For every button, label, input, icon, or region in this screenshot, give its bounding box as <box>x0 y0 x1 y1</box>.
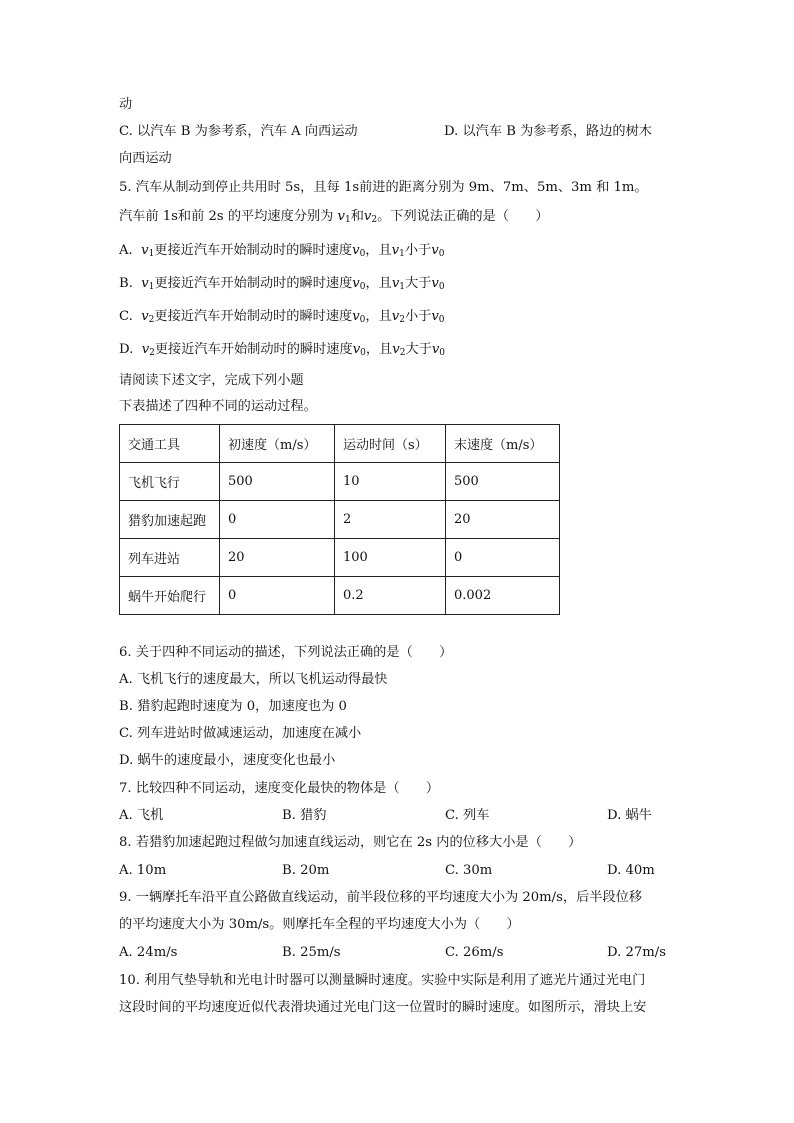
var-sub: 1 <box>399 249 405 259</box>
var-sub: 2 <box>399 348 406 358</box>
option-text: ，且 <box>365 276 392 291</box>
question-9-stem-cont: 的平均速度大小为 30m/s。则摩托车全程的平均速度大小为（ ） <box>119 917 520 932</box>
var-v: v <box>352 309 360 324</box>
table-cell: 100 <box>335 539 446 577</box>
stem-text: 和 <box>350 209 364 224</box>
table-cell: 500 <box>220 463 335 501</box>
var-sub: 0 <box>359 282 366 292</box>
option-text: 大于 <box>405 342 432 357</box>
table-intro: 下表描述了四种不同的运动过程。 <box>119 399 317 414</box>
q5-option-a <box>119 242 444 263</box>
question-6-stem: 6. 关于四种不同运动的描述，下列说法正确的是（ ） <box>119 645 453 660</box>
question-10-stem-cont: 这段时间的平均速度近似代表滑块通过光电门这一位置时的瞬时速度。如图所示，滑块上安 <box>119 1000 647 1015</box>
option-label: B. <box>119 276 133 291</box>
var-sub: 0 <box>359 315 366 325</box>
q5-option-d <box>119 341 445 362</box>
option-label: D. <box>119 342 134 357</box>
var-sub: 2 <box>148 315 155 325</box>
var-v: v <box>391 276 400 291</box>
var-v: v <box>337 209 345 224</box>
var-v: v <box>141 276 149 291</box>
q8-option-d: D. 40m <box>607 863 655 878</box>
var-v: v <box>392 342 400 357</box>
text-line: D. 以汽车 B 为参考系，路边的树木 <box>444 124 652 139</box>
var-v: v <box>141 243 149 258</box>
table-cell: 0.002 <box>446 577 560 615</box>
var-sub: 2 <box>399 315 405 325</box>
table-cell: 500 <box>446 463 560 501</box>
table-header-cell: 末速度（m/s） <box>446 425 560 463</box>
q6-option-c: C. 列车进站时做减速运动，加速度在减小 <box>119 726 362 741</box>
q9-option-b: B. 25m/s <box>282 945 341 960</box>
q5-option-c <box>119 308 445 329</box>
var-v: v <box>352 243 360 258</box>
var-sub: 2 <box>149 348 155 358</box>
stem-text: 汽车前 1s和前 2s 的平均速度分别为 <box>119 209 338 224</box>
table-cell: 飞机飞行 <box>120 463 220 501</box>
table-cell: 猎豹加速起跑 <box>120 501 220 539</box>
reading-instruction: 请阅读下述文字，完成下列小题 <box>119 373 304 388</box>
var-sub: 1 <box>148 249 155 259</box>
option-text: 更接近汽车开始制动时的瞬时速度 <box>154 309 353 324</box>
q7-option-b: B. 猎豹 <box>282 808 327 823</box>
q8-option-c: C. 30m <box>445 863 493 878</box>
table-cell: 0 <box>220 501 335 539</box>
table-cell: 10 <box>335 463 446 501</box>
table-cell: 20 <box>446 501 560 539</box>
question-5-stem: 5. 汽车从制动到停止共用时 5s，且每 1s前进的距离分别为 9m、7m、5m、3m 和 1m。 <box>119 180 648 195</box>
text-line: 动 <box>119 97 133 112</box>
q9-option-a: A. 24m/s <box>119 945 178 960</box>
table-header-row <box>120 425 560 463</box>
var-v: v <box>431 243 439 258</box>
option-text: ，且 <box>365 342 393 357</box>
var-v: v <box>141 309 149 324</box>
option-text: 小于 <box>404 243 432 258</box>
option-text: 大于 <box>405 276 432 291</box>
q9-option-d: D. 27m/s <box>607 945 666 960</box>
option-text: 小于 <box>404 309 432 324</box>
table-row <box>120 501 560 539</box>
table-cell: 0.2 <box>335 577 446 615</box>
var-sub: 0 <box>438 249 445 259</box>
question-8-stem: 8. 若猎豹加速起跑过程做匀加速直线运动，则它在 2s 内的位移大小是（ ） <box>119 835 582 850</box>
table-cell: 20 <box>220 539 335 577</box>
var-v: v <box>352 342 361 357</box>
text-line: 向西运动 <box>119 151 172 166</box>
option-label: C. <box>119 309 133 324</box>
var-v: v <box>352 276 360 291</box>
var-sub: 1 <box>399 282 406 292</box>
table-header-cell: 初速度（m/s） <box>220 425 335 463</box>
q6-option-a: A. 飞机飞行的速度最大，所以飞机运动得最快 <box>119 672 388 687</box>
var-sub: 0 <box>359 249 366 259</box>
q7-option-d: D. 蜗牛 <box>607 808 652 823</box>
question-7-stem: 7. 比较四种不同运动，速度变化最快的物体是（ ） <box>119 781 440 796</box>
option-label: A. <box>119 243 133 258</box>
table-header-cell: 运动时间（s） <box>335 425 446 463</box>
var-v: v <box>141 342 150 357</box>
question-5-stem-cont <box>119 208 549 229</box>
var-v: v <box>431 342 440 357</box>
motion-table <box>119 424 560 615</box>
question-9-stem: 9. 一辆摩托车沿平直公路做直线运动，前半段位移的平均速度大小为 20m/s，后半段位移 <box>119 890 643 905</box>
q6-option-d: D. 蜗牛的速度最小，速度变化也最小 <box>119 753 336 768</box>
table-cell: 0 <box>220 577 335 615</box>
stem-text: 。下列说法正确的是（ ） <box>377 209 549 224</box>
q8-option-a: A. 10m <box>119 863 167 878</box>
q8-option-b: B. 20m <box>282 863 330 878</box>
var-sub: 2 <box>371 215 378 225</box>
option-text: ，且 <box>365 309 392 324</box>
var-sub: 0 <box>360 348 366 358</box>
table-cell: 列车进站 <box>120 539 220 577</box>
option-text: 更接近汽车开始制动时的瞬时速度 <box>154 243 353 258</box>
var-v: v <box>363 209 372 224</box>
table-header-cell: 交通工具 <box>120 425 220 463</box>
q7-option-a: A. 飞机 <box>119 808 164 823</box>
var-v: v <box>391 243 400 258</box>
text-line: C. 以汽车 B 为参考系，汽车 A 向西运动 <box>119 124 358 139</box>
var-v: v <box>431 309 439 324</box>
table-cell: 0 <box>446 539 560 577</box>
q5-option-b <box>119 275 445 296</box>
var-sub: 0 <box>439 348 445 358</box>
var-sub: 1 <box>148 282 155 292</box>
q6-option-b: B. 猎豹起跑时速度为 0，加速度也为 0 <box>119 699 347 714</box>
table-cell: 2 <box>335 501 446 539</box>
var-sub: 0 <box>438 315 445 325</box>
table-row <box>120 539 560 577</box>
table-cell: 蜗牛开始爬行 <box>120 577 220 615</box>
var-sub: 1 <box>344 215 351 225</box>
option-text: 更接近汽车开始制动时的瞬时速度 <box>154 342 353 357</box>
var-v: v <box>431 276 439 291</box>
var-v: v <box>391 309 400 324</box>
question-10-stem: 10. 利用气垫导轨和光电计时器可以测量瞬时速度。实验中实际是利用了遮光片通过光电门 <box>119 973 646 988</box>
q9-option-c: C. 26m/s <box>445 945 504 960</box>
option-text: ，且 <box>365 243 392 258</box>
var-sub: 0 <box>438 282 445 292</box>
q7-option-c: C. 列车 <box>445 808 490 823</box>
table-row <box>120 463 560 501</box>
table-row <box>120 577 560 615</box>
option-text: 更接近汽车开始制动时的瞬时速度 <box>154 276 353 291</box>
